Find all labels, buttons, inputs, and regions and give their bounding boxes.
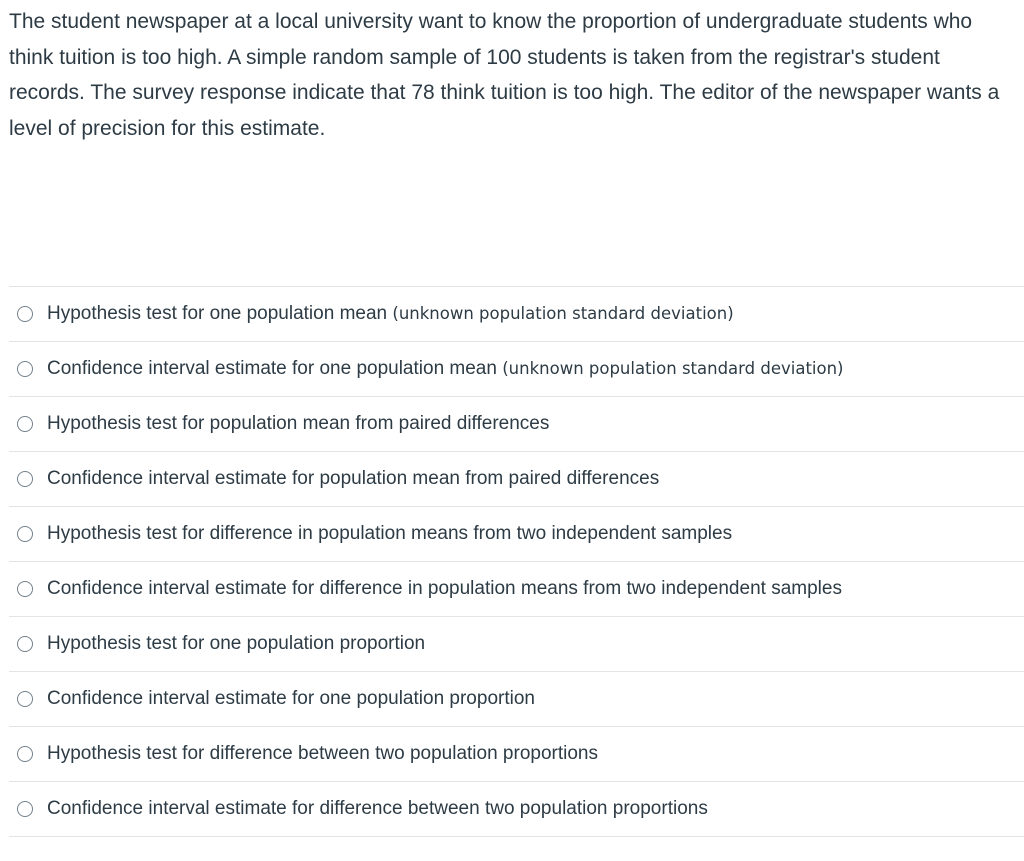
answer-label: Confidence interval estimate for population mean from paired differences xyxy=(47,468,660,489)
answer-option-9[interactable] xyxy=(9,727,1024,782)
radio-button[interactable] xyxy=(17,471,33,487)
answer-option-7[interactable] xyxy=(9,617,1024,672)
answer-label: Hypothesis test for one population proportion xyxy=(47,633,426,654)
question-text: The student newspaper at a local university want to know the proportion of undergraduate students who think tuition is too high. A simple random sample of 100 students is taken from the registrar's student records. The survey response indicate that 78 think tuition is too high. The editor of the newspaper wants a level of precision for this estimate. xyxy=(9,10,1000,140)
answer-option-3[interactable] xyxy=(9,397,1024,452)
answer-option-2[interactable] xyxy=(9,342,1024,397)
answer-option-4[interactable] xyxy=(9,452,1024,507)
radio-button[interactable] xyxy=(17,361,33,377)
answer-label: Hypothesis test for one population mean (unknown population standard deviation) xyxy=(47,303,734,324)
answer-option-10[interactable] xyxy=(9,782,1024,837)
radio-button[interactable] xyxy=(17,746,33,762)
answer-list xyxy=(9,286,1024,837)
answer-label: Confidence interval estimate for one population mean (unknown population standard deviation) xyxy=(47,358,844,379)
answer-option-6[interactable] xyxy=(9,562,1024,617)
answer-label: Confidence interval estimate for difference between two population proportions xyxy=(47,798,708,819)
answer-note: (unknown population standard deviation) xyxy=(502,359,844,378)
radio-button[interactable] xyxy=(17,801,33,817)
answer-option-1[interactable] xyxy=(9,287,1024,342)
answer-option-5[interactable] xyxy=(9,507,1024,562)
radio-button[interactable] xyxy=(17,526,33,542)
answer-label: Confidence interval estimate for one population proportion xyxy=(47,688,535,709)
radio-button[interactable] xyxy=(17,691,33,707)
radio-button[interactable] xyxy=(17,636,33,652)
answer-label: Hypothesis test for difference in population means from two independent samples xyxy=(47,523,733,544)
answer-label: Confidence interval estimate for difference in population means from two independent samples xyxy=(47,578,842,599)
answer-note: (unknown population standard deviation) xyxy=(392,304,734,323)
radio-button[interactable] xyxy=(17,306,33,322)
answer-label: Hypothesis test for difference between two population proportions xyxy=(47,743,598,764)
radio-button[interactable] xyxy=(17,416,33,432)
radio-button[interactable] xyxy=(17,581,33,597)
answer-option-8[interactable] xyxy=(9,672,1024,727)
answer-label: Hypothesis test for population mean from paired differences xyxy=(47,413,550,434)
